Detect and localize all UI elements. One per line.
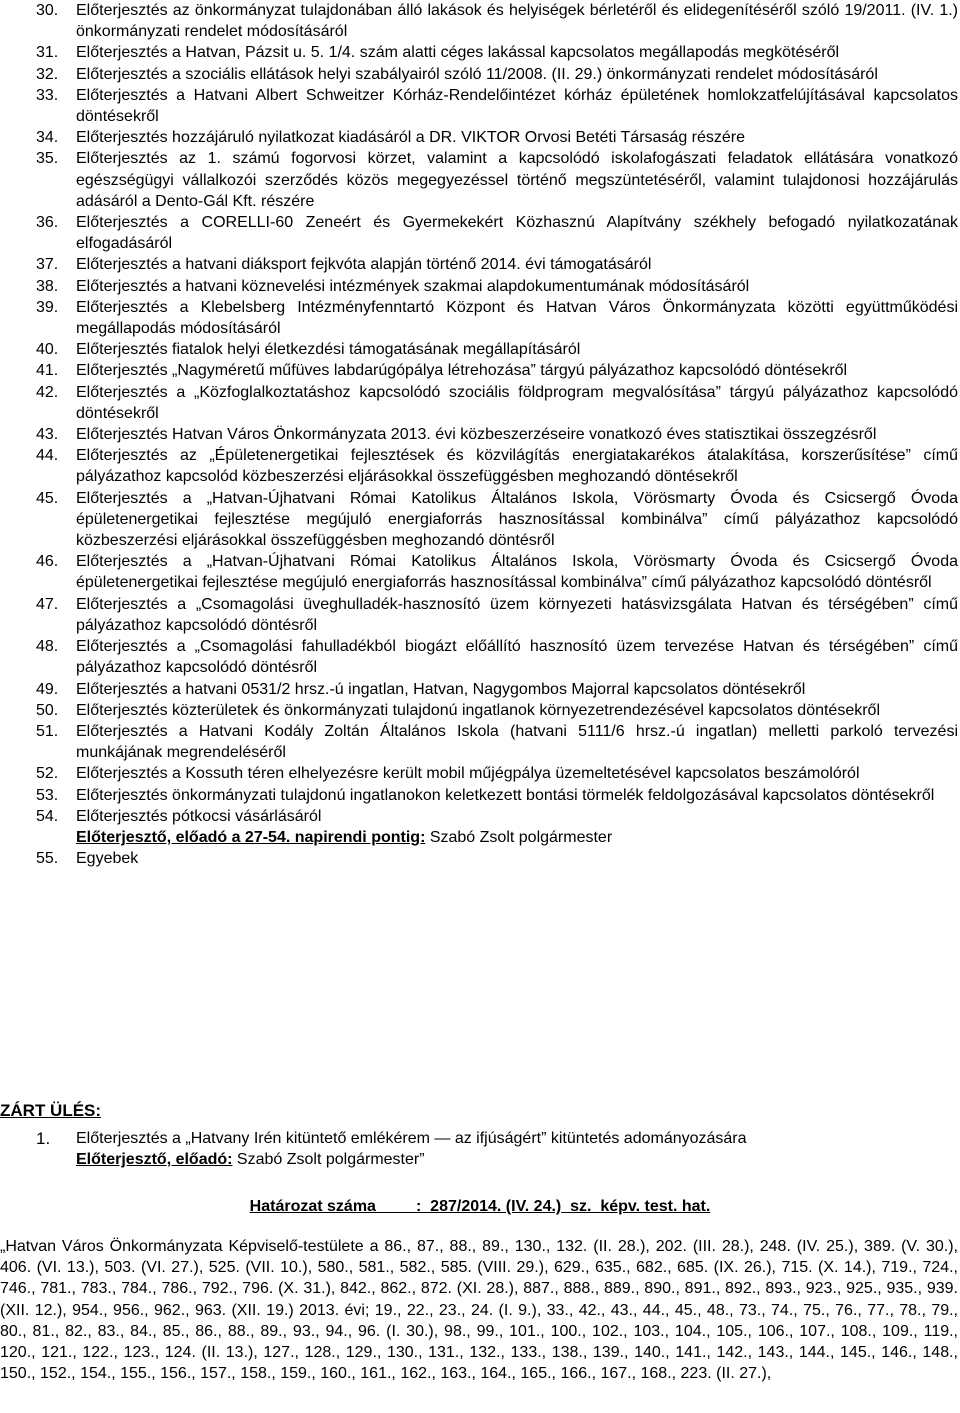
agenda-item bbox=[36, 551, 958, 593]
item-text: Előterjesztés a „Hatvan-Újhatvani Római Katolikus Általános Iskola, Vörösmarty Óvoda és Csicsergő Óvoda épületenergetikai fejlesztése megújuló energiaforrás hasznosítással kombinálva” című pályázathoz kapcsolódó döntésről bbox=[76, 553, 958, 592]
closed-presenter-line bbox=[76, 1149, 936, 1170]
presenter-label: Előterjesztő, előadó a 27-54. napirendi pontig: bbox=[76, 828, 426, 846]
item-text: Előterjesztés a Kossuth téren elhelyezésre került mobil műjégpálya üzemeltetésével kapcsolatos beszámolóról bbox=[76, 765, 860, 783]
item-number: 41. bbox=[36, 362, 59, 380]
agenda-item bbox=[36, 785, 958, 806]
item-text: Előterjesztés a „Hatvan-Újhatvani Római Katolikus Általános Iskola, Vörösmarty Óvoda és Csicsergő Óvoda épületenergetikai fejlesztése megújuló energiaforrás hasznosítással kombinálva” című pályázathoz kapcsolódó közbeszerzési eljárásokkal összefüggésben meghozandó döntésről bbox=[76, 489, 958, 550]
item-number: 36. bbox=[36, 214, 59, 232]
agenda-item bbox=[36, 721, 958, 763]
item-number: 55. bbox=[36, 850, 59, 868]
agenda-item bbox=[36, 360, 958, 381]
resolution-text: „Hatvan Város Önkormányzata Képviselő-testülete a 86., 87., 88., 89., 130., 132. (II. 28.), 202. (III. 28.), 248. (IV. 25.), 389. (V. 30.), 406. (VI. 13.), 503. (VI. 27.), 525. (VII. 10.), 580., 581., 582., 585. (VIII. 29.), 629., 635., 682., 685. (IX. 26.), 715. (X. 14.), 719., 724., 746., 781., 783., 784., 786., 792., 796. (X. 31.), 842., 862., 872. (XI. 28.), 887., 888., 889., 890., 891., 892., 893., 923., 925., 935., 939. (XII. 12.), 954., 956., 962., 963. (XII. 19.) 2013. évi; 19., 22., 23., 24. (I. 9.), 33., 42., 43., 44., 45., 48., 73., 74., 75., 76., 77., 78., 79., 80., 81., 82., 83., 84., 85., 86., 88., 89., 93., 94., 96. (I. 30.), 98., 99., 101., 100., 102., 103., 104., 105., 106., 107., 108., 109., 119., 120., 121., 122., 123., 124. (II. 13.), 127., 128., 129., 130., 131., 132., 133., 138., 139., 140., 141., 142., 143., 144., 145., 146., 148., 150., 152., 154., 155., 156., 157., 158., 159., 160., 161., 162., 163., 164., 165., 166., 167., 168., 223. (II. 27.), bbox=[0, 1238, 958, 1383]
agenda-item bbox=[36, 64, 958, 85]
agenda-item bbox=[36, 297, 958, 339]
item-number: 31. bbox=[36, 44, 59, 62]
agenda-item bbox=[36, 339, 958, 360]
item-text: Előterjesztés a szociális ellátások helyi szabályairól szóló 11/2008. (II. 29.) önkormányzati rendelet módosításáról bbox=[76, 65, 878, 83]
agenda-item bbox=[36, 127, 958, 148]
presenter-value: Szabó Zsolt polgármester bbox=[425, 828, 613, 846]
closed-session-heading: ZÁRT ÜLÉS: bbox=[0, 1101, 102, 1120]
agenda-item-55 bbox=[36, 848, 958, 869]
agenda-item bbox=[36, 700, 958, 721]
item-text: Előterjesztés az 1. számú fogorvosi körzet, valamint a kapcsolódó iskolafogászati feladatok ellátására vonatkozó egészségügyi vállalkozói szerződés közös megegyezéssel történő megszüntetéséről, valamint tulajdonosi hozzájárulás adásáról a Dento-Gál Kft. részére bbox=[76, 150, 958, 210]
item-number: 30. bbox=[36, 2, 59, 19]
item-text: Előterjesztés a Hatvani Albert Schweitzer Kórház-Rendelőintézet kórház épületének homlokzatfelújításával kapcsolatos döntésekről bbox=[76, 86, 958, 126]
item-text: Előterjesztés a „Hatvany Irén kitüntető emlékérem — az ifjúságért” kitüntetés adományozására bbox=[76, 1130, 747, 1147]
agenda-item bbox=[36, 212, 958, 254]
closed-presenter-label: Előterjesztő, előadó: bbox=[76, 1151, 233, 1169]
agenda-item bbox=[36, 763, 958, 784]
agenda-item bbox=[36, 594, 958, 636]
agenda-item bbox=[36, 636, 958, 678]
agenda-item bbox=[36, 0, 958, 42]
item-text: Előterjesztés a hatvani köznevelési intézmények szakmai alapdokumentumának módosításáról bbox=[76, 277, 750, 295]
agenda-item bbox=[36, 488, 958, 552]
item-text: Előterjesztés a Klebelsberg Intézményfenntartó Központ és Hatvan Város Önkormányzata közötti együttműködési megállapodás módosításáról bbox=[76, 298, 958, 338]
closed-session-item bbox=[36, 1128, 936, 1170]
item-number: 46. bbox=[36, 553, 59, 571]
item-number: 50. bbox=[36, 701, 59, 719]
item-number: 51. bbox=[36, 722, 59, 740]
presenter-line bbox=[76, 827, 958, 848]
agenda-item bbox=[36, 254, 958, 275]
item-number: 40. bbox=[36, 341, 59, 359]
item-text: Előterjesztés a Hatvani Kodály Zoltán Általános Iskola (hatvani 5111/6 hrsz.-ú ingatlan) melletti parkoló tervezési munkájának megrendeléséről bbox=[76, 722, 958, 762]
agenda-items bbox=[36, 0, 958, 827]
item-number: 54. bbox=[36, 807, 59, 825]
item-number: 45. bbox=[36, 489, 59, 507]
agenda-item bbox=[36, 679, 958, 700]
closed-presenter-value: Szabó Zsolt polgármester” bbox=[232, 1151, 425, 1169]
item-number: 37. bbox=[36, 256, 59, 274]
item-text: Előterjesztés a „Csomagolási üveghulladék-hasznosító üzem környezeti hatásvizsgálata Hatvan és térségében” című pályázathoz kapcsolódó döntésről bbox=[76, 595, 958, 634]
item-text: Előterjesztés hozzájáruló nyilatkozat kiadásáról a DR. VIKTOR Orvosi Betéti Társaság részére bbox=[76, 129, 746, 147]
agenda-item bbox=[36, 148, 958, 212]
item-number: 53. bbox=[36, 786, 59, 804]
item-text: Előterjesztés a CORELLI-60 Zeneért és Gyermekekért Közhasznú Alapítvány székhely befogadó nyilatkozatának elfogadásáról bbox=[76, 214, 958, 253]
resolution-heading: Határozat száma : 287/2014. (IV. 24.) sz. képv. test. hat. bbox=[249, 1198, 711, 1215]
item-number: 43. bbox=[36, 426, 59, 444]
agenda-item bbox=[36, 445, 958, 487]
item-number: 44. bbox=[36, 447, 59, 465]
item-text: Előterjesztés pótkocsi vásárlásáról bbox=[76, 807, 322, 825]
item-text: Előterjesztés a hatvani 0531/2 hrsz.-ú ingatlan, Hatvan, Nagygombos Majorral kapcsolatos döntésekről bbox=[76, 680, 806, 698]
agenda-item bbox=[36, 276, 958, 297]
item-number: 33. bbox=[36, 86, 59, 104]
agenda-item bbox=[36, 382, 958, 424]
item-text: Előterjesztés „Nagyméretű műfüves labdarúgópálya létrehozása” tárgyú pályázathoz kapcsolódó döntésekről bbox=[76, 362, 848, 380]
item-number: 32. bbox=[36, 65, 59, 83]
item-text: Előterjesztés fiatalok helyi életkezdési támogatásának megállapításáról bbox=[76, 341, 581, 359]
item-number: 48. bbox=[36, 638, 59, 656]
item-text: Előterjesztés közterületek és önkormányzati tulajdonú ingatlanok környezetrendezésével kapcsolatos döntésekről bbox=[76, 701, 881, 719]
item-number: 52. bbox=[36, 765, 59, 783]
item-text: Előterjesztés az „Épületenergetikai fejlesztések és közvilágítás energiatakarékos átalakítása, korszerűsítése” című pályázathoz kapcsolód közbeszerzési eljárásokkal összefüggésben meghozandó döntésekről bbox=[76, 447, 958, 486]
agenda-item bbox=[36, 85, 958, 127]
item-number: 42. bbox=[36, 383, 59, 401]
item-text: Előterjesztés a „Közfoglalkoztatáshoz kapcsolódó szociális földprogram megvalósítása” tárgyú pályázathoz kapcsolódó döntésekről bbox=[76, 383, 958, 422]
agenda-list bbox=[36, 0, 958, 869]
item-number: 38. bbox=[36, 277, 59, 295]
agenda-item bbox=[36, 806, 958, 827]
agenda-item bbox=[36, 42, 958, 63]
item-text: Előterjesztés az önkormányzat tulajdonában álló lakások és helyiségek bérletéről és elidegenítéséről szóló 19/2011. (IV. 1.) önkormányzati rendelet módosításáról bbox=[76, 2, 958, 41]
item-number: 1. bbox=[36, 1129, 51, 1148]
item-text: Egyebek bbox=[76, 850, 139, 868]
item-text: Előterjesztés a „Csomagolási fahulladékból biogázt előállító hasznosító üzem tervezése Hatvan és térségében” című pályázathoz kapcsolódó döntésről bbox=[76, 638, 958, 677]
item-number: 39. bbox=[36, 298, 59, 316]
item-text: Előterjesztés a hatvani diáksport fejkvóta alapján történő 2014. évi támogatásáról bbox=[76, 256, 652, 274]
item-text: Előterjesztés önkormányzati tulajdonú ingatlanokon keletkezett bontási törmelék feldolgozásával kapcsolatos döntésekről bbox=[76, 786, 935, 804]
item-number: 49. bbox=[36, 680, 59, 698]
item-number: 34. bbox=[36, 129, 59, 147]
item-number: 35. bbox=[36, 150, 59, 168]
item-text: Előterjesztés a Hatvan, Pázsit u. 5. 1/4. szám alatti céges lakással kapcsolatos megállapodás megkötéséről bbox=[76, 44, 840, 62]
agenda-item bbox=[36, 424, 958, 445]
item-text: Előterjesztés Hatvan Város Önkormányzata 2013. évi közbeszerzéseire vonatkozó éves statisztikai összegzésről bbox=[76, 426, 877, 444]
item-number: 47. bbox=[36, 595, 59, 613]
